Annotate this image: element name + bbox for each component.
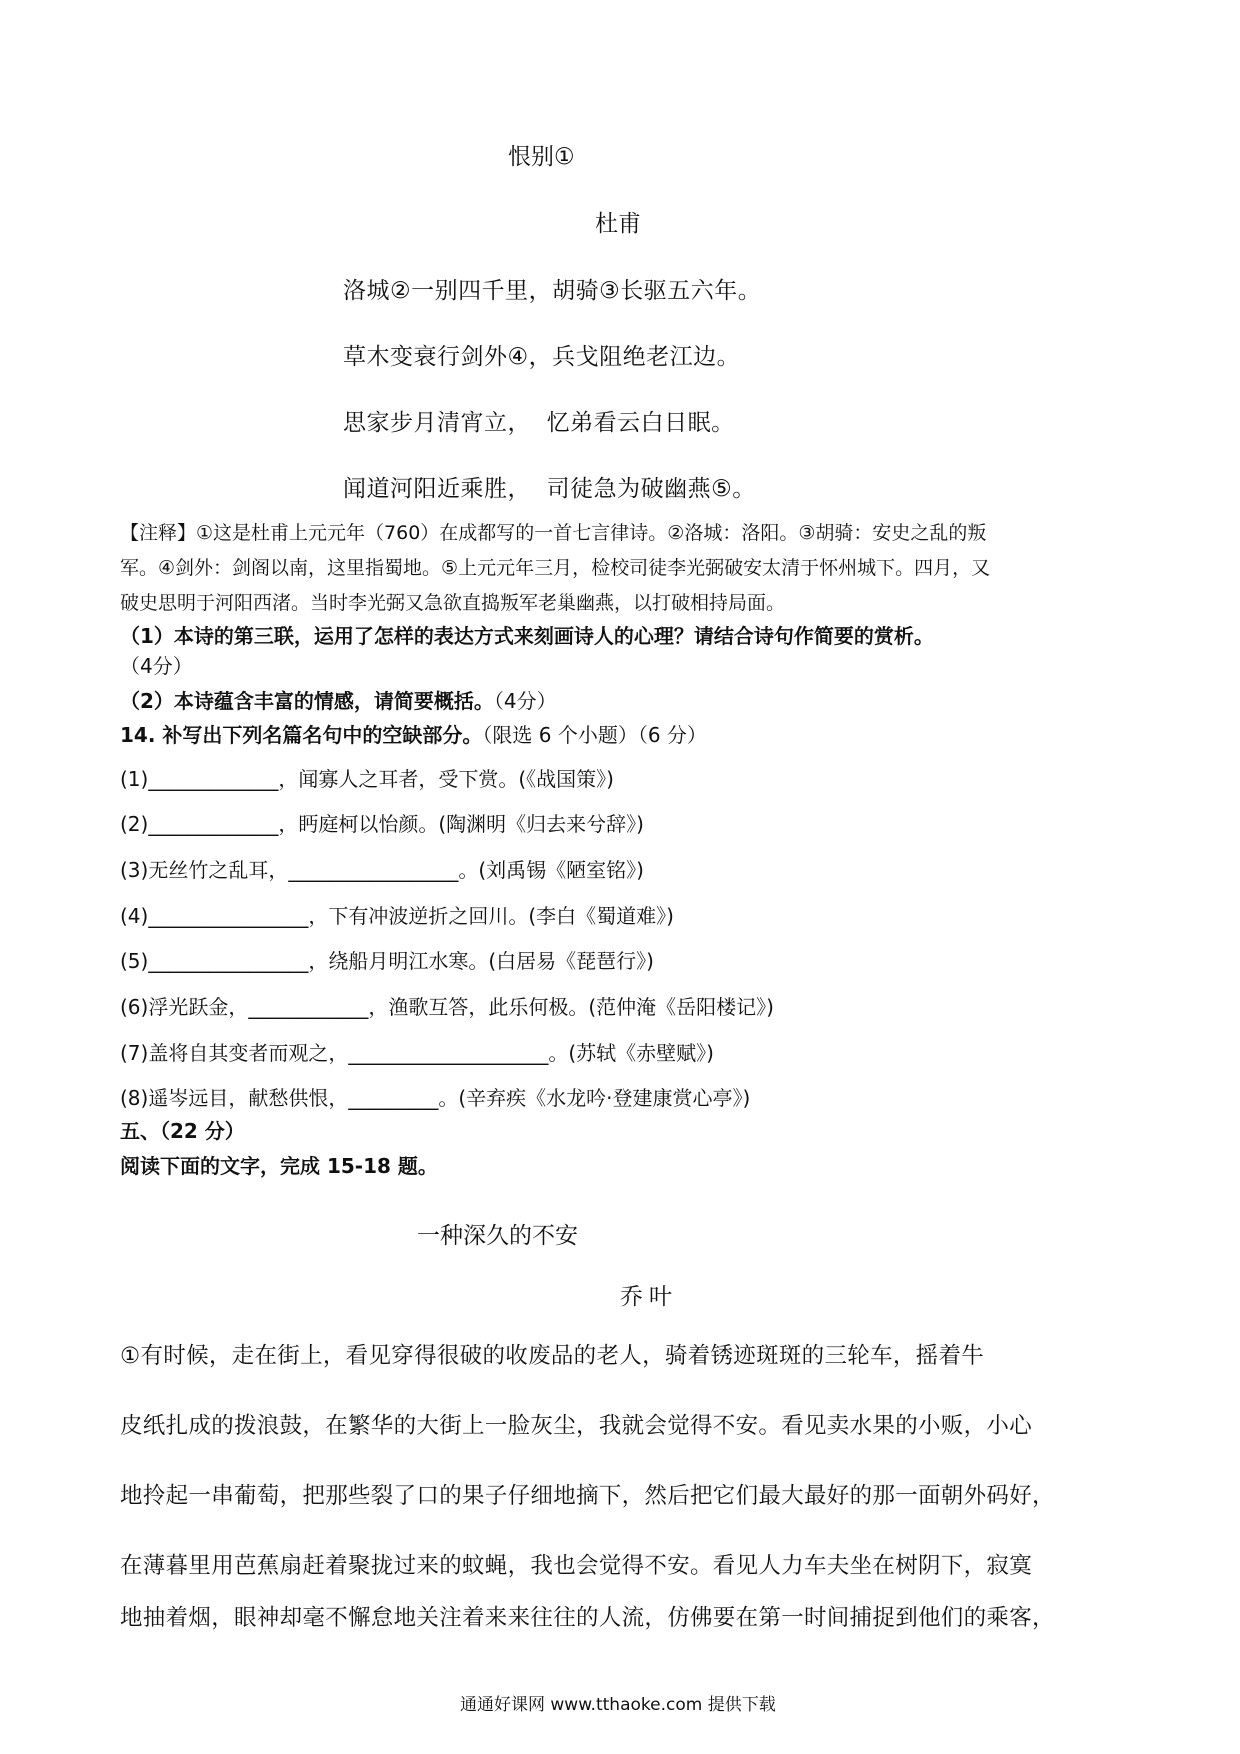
question-1: （1）本诗的第三联，运用了怎样的表达方式来刻画诗人的心理？请结合诗句作简要的赏析。 — [120, 624, 934, 648]
poem-line: 闻道河阳近乘胜， 司徒急为破幽燕⑤。 — [343, 476, 756, 502]
question-1-score — [120, 650, 193, 679]
section-heading: 五、（22 分） — [120, 1119, 245, 1143]
annotation-line: 【注释】①这是杜甫上元元年（760）在成都写的一首七言律诗。②洛城：洛阳。③胡骑：安史之乱的叛 — [120, 522, 987, 544]
fill-item: (7)盖将自其变者而观之，____________________。(苏轼《赤壁赋》) — [120, 1041, 714, 1065]
fill-item: (5)________________，绕船月明江水寒。(白居易《琵琶行》) — [120, 949, 654, 973]
poem-line: 草木变衰行剑外④，兵戈阻绝老江边。 — [343, 344, 741, 370]
question-2 — [120, 685, 557, 714]
essay-line: 皮纸扎成的拨浪鼓，在繁华的大街上一脸灰尘，我就会觉得不安。看见卖水果的小贩，小心 — [120, 1413, 1033, 1439]
question-14 — [120, 719, 707, 748]
fill-item: (3)无丝竹之乱耳，_________________。(刘禹锡《陋室铭》) — [120, 858, 644, 882]
footer-source: 通通好课网 www.tthaoke.com 提供下载 — [460, 1695, 776, 1715]
fill-item: (2)_____________，眄庭柯以怡颜。(陶渊明《归去来兮辞》) — [120, 812, 644, 836]
essay-author: 乔叶 — [620, 1284, 678, 1310]
essay-line: ①有时候，走在街上，看见穿得很破的收废品的老人，骑着锈迹斑斑的三轮车，摇着牛 — [120, 1343, 985, 1369]
question-1-score-text: （4分） — [120, 654, 193, 678]
fill-item: (8)遥岑远目，献愁供恨，_________。(辛弃疾《水龙吟·登建康赏心亭》) — [120, 1086, 751, 1110]
section-instruction: 阅读下面的文字，完成 15-18 题。 — [120, 1154, 438, 1178]
essay-line: 地拎起一串葡萄，把那些裂了口的果子仔细地摘下，然后把它们最大最好的那一面朝外码好， — [120, 1483, 1055, 1509]
annotation-line: 军。④剑外：剑阁以南，这里指蜀地。⑤上元元年三月，检校司徒李光弼破安太清于怀州城下。四月，又 — [120, 557, 991, 579]
fill-item: (1)_____________，闻寡人之耳者，受下赏。(《战国策》) — [120, 767, 614, 791]
essay-line: 在薄暮里用芭蕉扇赶着聚拢过来的蚊蝇，我也会觉得不安。看见人力车夫坐在树阴下，寂寞 — [120, 1553, 1033, 1579]
poem-line: 思家步月清宵立， 忆弟看云白日眠。 — [343, 410, 735, 436]
fill-item: (4)________________，下有冲波逆折之回川。(李白《蜀道难》) — [120, 904, 674, 928]
essay-title: 一种深久的不安 — [417, 1223, 578, 1249]
question-14-text: 14. 补写出下列名篇名句中的空缺部分。 — [120, 723, 483, 747]
essay-line: 地抽着烟，眼神却毫不懈怠地关注着来来往往的人流，仿佛要在第一时间捕捉到他们的乘客， — [120, 1605, 1055, 1631]
question-2-score: （4分） — [493, 689, 557, 713]
poem-title: 恨别① — [508, 144, 575, 170]
question-14-note: （限选 6 个小题）（6 分） — [482, 723, 707, 747]
poem-line: 洛城②一别四千里，胡骑③长驱五六年。 — [343, 278, 762, 304]
annotation-line: 破史思明于河阳西渚。当时李光弼又急欲直捣叛军老巢幽燕，以打破相持局面。 — [120, 592, 786, 614]
poem-author: 杜甫 — [595, 211, 641, 237]
fill-item: (6)浮光跃金，____________，渔歌互答，此乐何极。(范仲淹《岳阳楼记》) — [120, 995, 774, 1019]
question-2-text: （2）本诗蕴含丰富的情感，请简要概括。 — [120, 689, 494, 713]
